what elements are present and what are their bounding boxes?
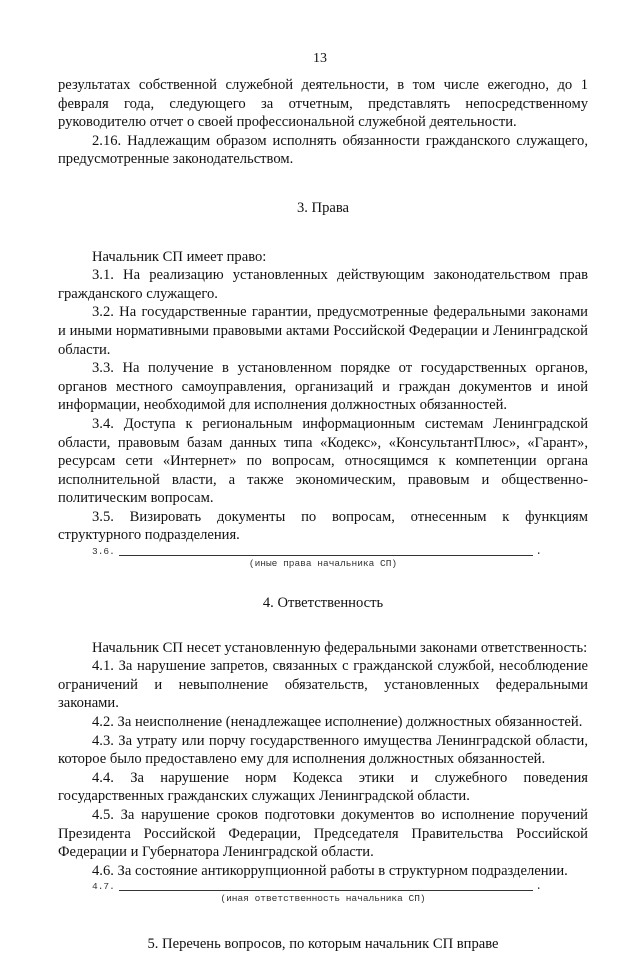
item-2-16: 2.16. Надлежащим образом исполнять обязанности гражданского служащего, предусмотренные законодательством.: [58, 132, 588, 168]
section-3-title: 3. Права: [296, 199, 350, 216]
item-4-7-number: 4.7.: [92, 881, 115, 893]
section-4-lead: Начальник СП несет установленную федеральными законами ответственность:: [92, 639, 588, 656]
item-4-7-fill-line: [92, 880, 542, 893]
blank-line: [119, 545, 534, 556]
item-3-3: 3.3. На получение в установленном порядке от государственных органов, органов местного самоуправления, организаций и граждан документов и иной информации, необходимой для исполнения должностных обязанностей.: [58, 360, 588, 414]
item-3-6-number: 3.6.: [92, 546, 115, 558]
blank-line: [119, 880, 534, 891]
item-4-5: 4.5. За нарушение сроков подготовки документов во исполнение поручений Президента Российской Федерации, Председателя Правительства Российской Федерации и Губернатора Ленинградской области.: [58, 807, 588, 861]
page-number: 13: [313, 51, 327, 66]
item-3-1: 3.1. На реализацию установленных действующим законодательством прав гражданского служащего.: [58, 267, 588, 302]
item-4-6: 4.6. За состояние антикоррупционной работы в структурном подразделении.: [92, 862, 568, 879]
section-5-title: 5. Перечень вопросов, по которым начальник СП вправе: [147, 936, 499, 953]
item-3-6-end: .: [535, 546, 542, 559]
item-3-6-caption: (иные права начальника СП): [248, 558, 398, 570]
intro-continuation: результатах собственной служебной деятельности, в том числе ежегодно, до 1 февраля года, следующего за отчетным, представлять непосредственному руководителю отчет о своей профессиональной служебной деятельности.: [58, 77, 588, 131]
item-4-7-caption: (иная ответственность начальника СП): [220, 893, 426, 905]
item-4-1: 4.1. За нарушение запретов, связанных с гражданской службой, несоблюдение ограничений и невыполнение обязательств, установленных федеральными законами.: [58, 658, 588, 712]
item-4-3: 4.3. За утрату или порчу государственного имущества Ленинградской области, которое было предоставлено ему для исполнения должностных обязанностей.: [58, 732, 588, 768]
item-4-4: 4.4. За нарушение норм Кодекса этики и служебного поведения государственных гражданских служащих Ленинградской области.: [58, 769, 588, 805]
page-content: [58, 76, 588, 954]
item-3-5: 3.5. Визировать документы по вопросам, отнесенным к функциям структурного подразделения.: [58, 508, 588, 544]
section-4-title: 4. Ответственность: [262, 595, 384, 612]
item-3-2: 3.2. На государственные гарантии, предусмотренные федеральными законами и иными нормативными правовыми актами Российской Федерации и Ленинградской области.: [58, 304, 588, 358]
item-4-7-end: .: [535, 881, 542, 894]
item-3-4: 3.4. Доступа к региональным информационным системам Ленинградской области, правовым базам данных типа «Кодекс», «КонсультантПлюс», «Гарант», ресурсам сети «Интернет» по вопросам, относящимся к компетенции органа исполнительной власти, а также экономическим, правовым и общественно-политическим вопросам.: [58, 415, 588, 507]
item-3-6-fill-line: [92, 545, 542, 558]
section-3-lead: Начальник СП имеет право:: [92, 248, 267, 265]
item-4-2: 4.2. За неисполнение (ненадлежащее исполнение) должностных обязанностей.: [92, 714, 583, 731]
